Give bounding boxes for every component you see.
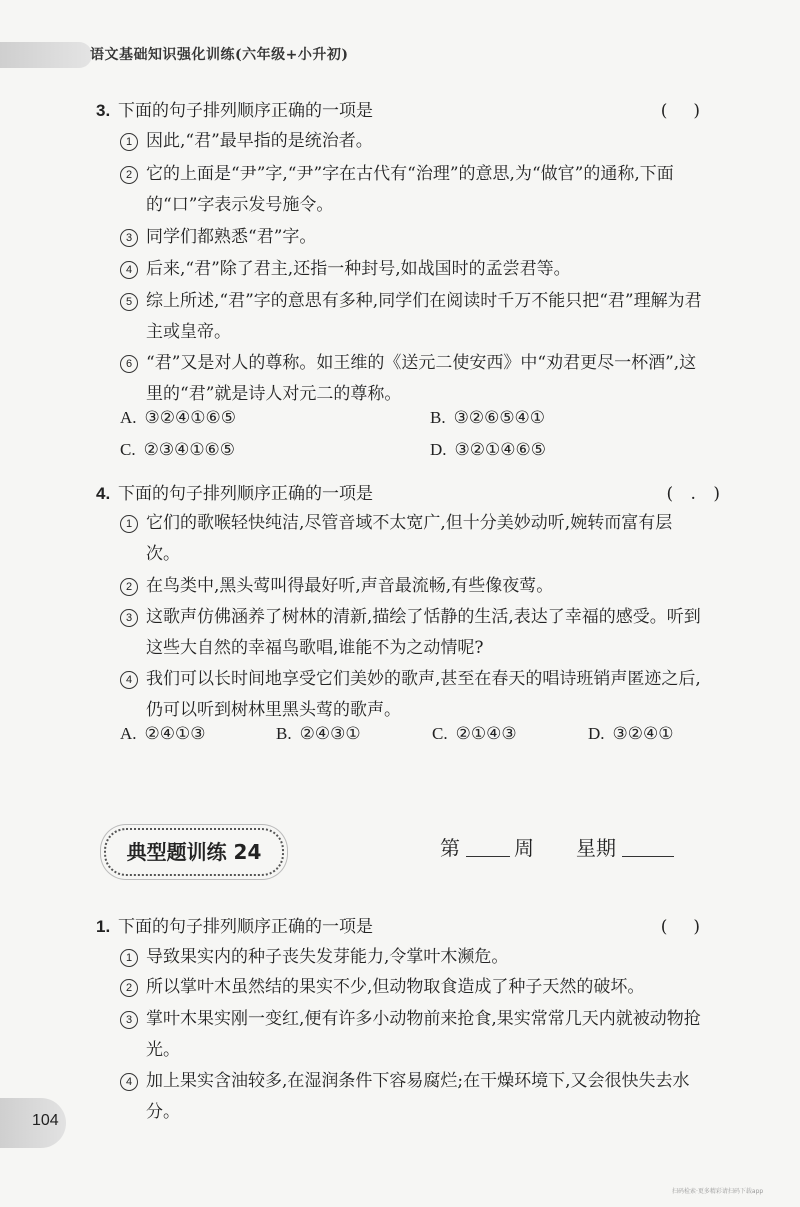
q3-option-b[interactable]: B. ③②⑥⑤④① <box>430 408 546 428</box>
answer-paren[interactable]: () <box>660 917 726 937</box>
question-number: 4. <box>96 484 111 503</box>
week-prefix: 第 <box>440 836 460 860</box>
circled-number: 2 <box>120 166 138 184</box>
circled-number: 1 <box>120 515 138 533</box>
item-text: 导致果实内的种子丧失发芽能力,令掌叶木濒危。 <box>146 947 509 967</box>
circled-number: 2 <box>120 578 138 596</box>
circled-number: 1 <box>120 949 138 967</box>
circled-number: 3 <box>120 1011 138 1029</box>
circled-number: 5 <box>120 293 138 311</box>
question-number: 3. <box>96 101 111 120</box>
question-stem: 下面的句子排列顺序正确的一项是 <box>118 101 373 121</box>
question-3 <box>96 101 736 121</box>
q4-option-c[interactable]: C. ②①④③ <box>432 724 517 744</box>
q3-option-c[interactable]: C. ②③④①⑥⑤ <box>120 440 236 460</box>
circled-number: 1 <box>120 133 138 151</box>
watermark: 扫码检索·更多精彩请扫码下载app <box>672 1188 764 1195</box>
circled-number: 2 <box>120 979 138 997</box>
section-badge-label: 典型题训练 24 <box>126 840 262 864</box>
answer-paren[interactable]: ( . ) <box>666 484 726 504</box>
section-badge <box>104 828 284 876</box>
item-text: 所以掌叶木虽然结的果实不少,但动物取食造成了种子天然的破坏。 <box>146 977 645 997</box>
q3-option-d[interactable]: D. ③②①④⑥⑤ <box>430 440 546 460</box>
week-label: 周 <box>514 836 534 860</box>
q4-option-d[interactable]: D. ③②④① <box>588 724 674 744</box>
item-text: 同学们都熟悉“君”字。 <box>146 227 317 247</box>
circled-number: 3 <box>120 609 138 627</box>
question-stem: 下面的句子排列顺序正确的一项是 <box>118 484 373 504</box>
item-text: 综上所述,“君”字的意思有多种,同学们在阅读时千万不能只把“君”理解为君主或皇帝。 <box>146 291 702 342</box>
item-text: “君”又是对人的尊称。如王维的《送元二使安西》中“劝君更尽一杯酒”,这里的“君”就是诗人对元二的尊称。 <box>146 353 697 404</box>
day-blank[interactable] <box>622 856 674 857</box>
circled-number: 4 <box>120 1073 138 1091</box>
circled-number: 3 <box>120 229 138 247</box>
item-text: 我们可以长时间地享受它们美妙的歌声,甚至在春天的唱诗班销声匿迹之后,仍可以听到树林里黑头莺的歌声。 <box>146 669 701 720</box>
item-text: 这歌声仿佛涵养了树林的清新,描绘了恬静的生活,表达了幸福的感受。听到这些大自然的幸福鸟歌唱,谁能不为之动情呢? <box>146 607 701 658</box>
item-text: 它的上面是“尹”字,“尹”字在古代有“治理”的意思,为“做官”的通称,下面的“口”字表示发号施令。 <box>146 164 674 215</box>
question-number: 1. <box>96 917 111 936</box>
circled-number: 6 <box>120 355 138 373</box>
header-tab <box>0 42 92 68</box>
circled-number: 4 <box>120 261 138 279</box>
circled-number: 4 <box>120 671 138 689</box>
item-text: 加上果实含油较多,在湿润条件下容易腐烂;在干燥环境下,又会很快失去水分。 <box>146 1071 690 1122</box>
day-label: 星期 <box>576 836 616 860</box>
item-text: 后来,“君”除了君主,还指一种封号,如战国时的孟尝君等。 <box>146 259 571 279</box>
question-1 <box>96 917 736 937</box>
item-text: 它们的歌喉轻快纯洁,尽管音域不太宽广,但十分美妙动听,婉转而富有层次。 <box>146 513 673 564</box>
q4-option-a[interactable]: A. ②④①③ <box>120 724 206 744</box>
answer-paren[interactable]: () <box>660 101 726 121</box>
q3-option-a[interactable]: A. ③②④①⑥⑤ <box>120 408 236 428</box>
item-text: 掌叶木果实刚一变红,便有许多小动物前来抢食,果实常常几天内就被动物抢光。 <box>146 1009 701 1060</box>
item-text: 因此,“君”最早指的是统治者。 <box>146 131 373 151</box>
page-number: 104 <box>32 1112 59 1129</box>
week-blank[interactable] <box>466 856 510 857</box>
book-title: 语文基础知识强化训练(六年级+小升初) <box>90 47 349 63</box>
q4-option-b[interactable]: B. ②④③① <box>276 724 361 744</box>
question-stem: 下面的句子排列顺序正确的一项是 <box>118 917 373 937</box>
item-text: 在鸟类中,黑头莺叫得最好听,声音最流畅,有些像夜莺。 <box>146 576 554 596</box>
question-4 <box>96 484 736 504</box>
